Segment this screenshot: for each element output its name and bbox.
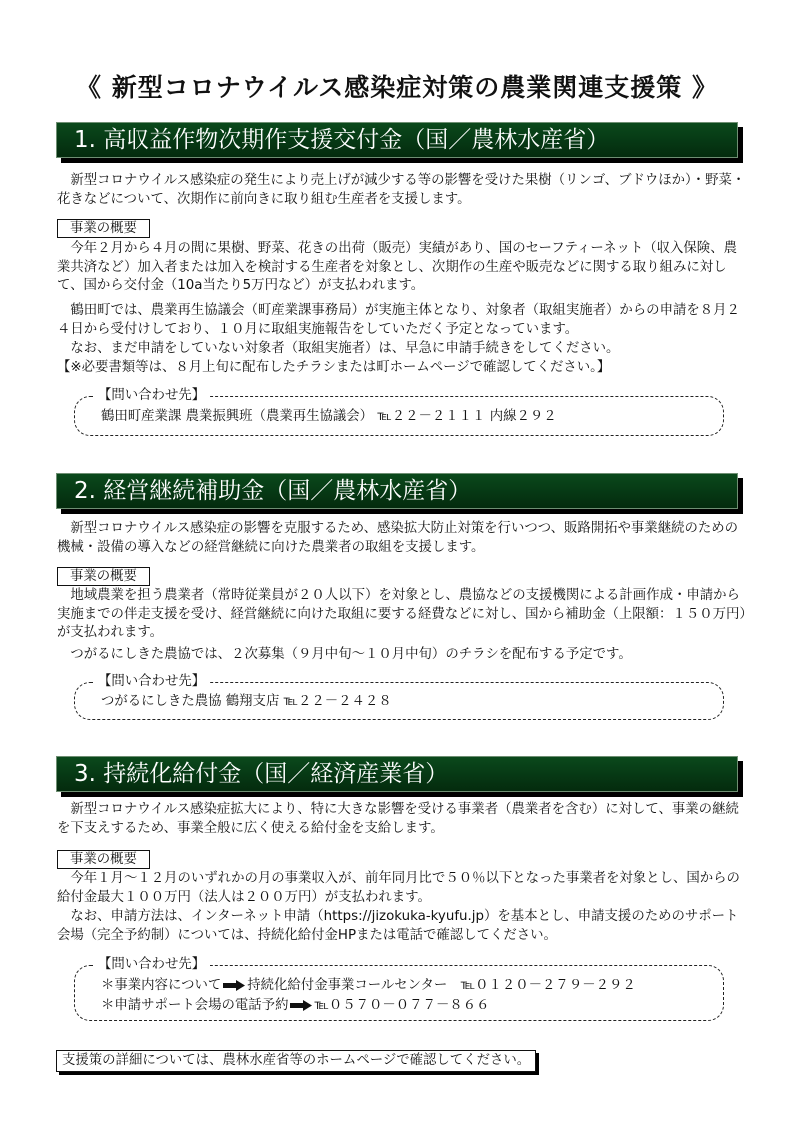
contact-info: 持続化給付金事業コールセンター ℡０１２０－２７９－２９２	[247, 978, 636, 993]
contact-topic: ＊事業内容について	[101, 978, 222, 993]
overview-text: 地域農業を担う農業者（常時従業員が２０人以下）を対象とし、農協などの支援機関による計画作成・申請から実施までの伴走支援を受け、経営継続に向けた取組に要する経費などに対し、国から補助金（上限額：１５０万円）が支払われます。	[57, 588, 747, 640]
section-heading: 1. 高収益作物次期作支援交付金（国／農林水産省）	[56, 122, 738, 158]
section-intro: 新型コロナウイルス感染症の影響を克服するため、感染拡大防止対策を行いつつ、販路開拓や事業継続のための機械・設備の導入などの経営継続に向けた農業者の取組を支援します。	[57, 521, 739, 555]
contact-box	[74, 388, 724, 436]
overview-text: 鶴田町では、農業再生協議会（町産業課事務局）が実施主体となり、対象者（取組実施者）からの申請を８月２４日から受付けしており、１０月に取組実施報告をしていただく予定となっています。	[57, 303, 740, 337]
overview-text: つがるにしきた農協では、２次募集（９月中旬～１０月中旬）のチラシを配布する予定です。	[70, 647, 632, 662]
page-title: 《 新型コロナウイルス感染症対策の農業関連支援策 》	[76, 73, 718, 102]
contact-info: ℡０５７０－０７７－８６６	[314, 998, 490, 1013]
contact-info	[101, 997, 490, 1015]
overview-label: 事業の概要	[57, 850, 150, 869]
overview-label: 事業の概要	[57, 219, 150, 238]
overview-text: 今年２月から４月の間に果樹、野菜、花きの出荷（販売）実績があり、国のセーフティーネット（収入保険、農業共済など）加入者または加入を検討する生産者を対象とし、次期作の生産や販売などに関する取り組みに対して、国から交付金（10a当たり5万円など）が支払われます。	[57, 241, 737, 293]
contact-box	[74, 674, 724, 720]
overview-text: なお、まだ申請をしていない対象者（取組実施者）は、早急に申請手続きをしてください。	[70, 341, 620, 356]
section-heading: 3. 持続化給付金（国／経済産業省）	[56, 756, 738, 792]
right-arrow-icon	[290, 1000, 312, 1011]
contact-info: 鶴田町産業課 農業振興班（農業再生協議会） ℡２２－２１１１ 内線２９２	[101, 409, 557, 424]
section-intro: 新型コロナウイルス感染症拡大により、特に大きな影響を受ける事業者（農業者を含む）に対して、事業の継続を下支えするため、事業全般に広く使える給付金を支給します。	[57, 802, 739, 836]
contact-info	[101, 977, 636, 995]
contact-heading: 【問い合わせ先】	[93, 673, 210, 691]
overview-text: 今年１月～１２月のいずれかの月の事業収入が、前年同月比で５０％以下となった事業者を対象とし、国からの給付金最大１００万円（法人は２００万円）が支払われます。	[57, 871, 740, 905]
section-intro: 新型コロナウイルス感染症の発生により売上げが減少する等の影響を受けた果樹（リンゴ、ブドウほか）・野菜・花きなどについて、次期作に前向きに取り組む生産者を支援します。	[57, 173, 746, 207]
contact-box	[74, 957, 724, 1021]
overview-label: 事業の概要	[57, 567, 150, 586]
footer-note: 支援策の詳細については、農林水産省等のホームページで確認してください。	[56, 1050, 536, 1072]
contact-heading: 【問い合わせ先】	[93, 387, 210, 405]
contact-topic: ＊申請サポート会場の電話予約	[101, 998, 289, 1013]
right-arrow-icon	[223, 980, 245, 991]
note-text: 【※必要書類等は、８月上旬に配布したチラシまたは町ホームページで確認してください。】	[57, 360, 611, 375]
contact-heading: 【問い合わせ先】	[93, 956, 210, 974]
section-heading: 2. 経営継続補助金（国／農林水産省）	[56, 473, 738, 509]
contact-info: つがるにしきた農協 鶴翔支店 ℡２２－２４２８	[101, 694, 392, 709]
overview-text: なお、申請方法は、インターネット申請（https://jizokuka-kyufu.jp）を基本とし、申請支援のためのサポート会場（完全予約制）については、持続化給付金HPまたは電話で確認してください。	[57, 909, 739, 943]
